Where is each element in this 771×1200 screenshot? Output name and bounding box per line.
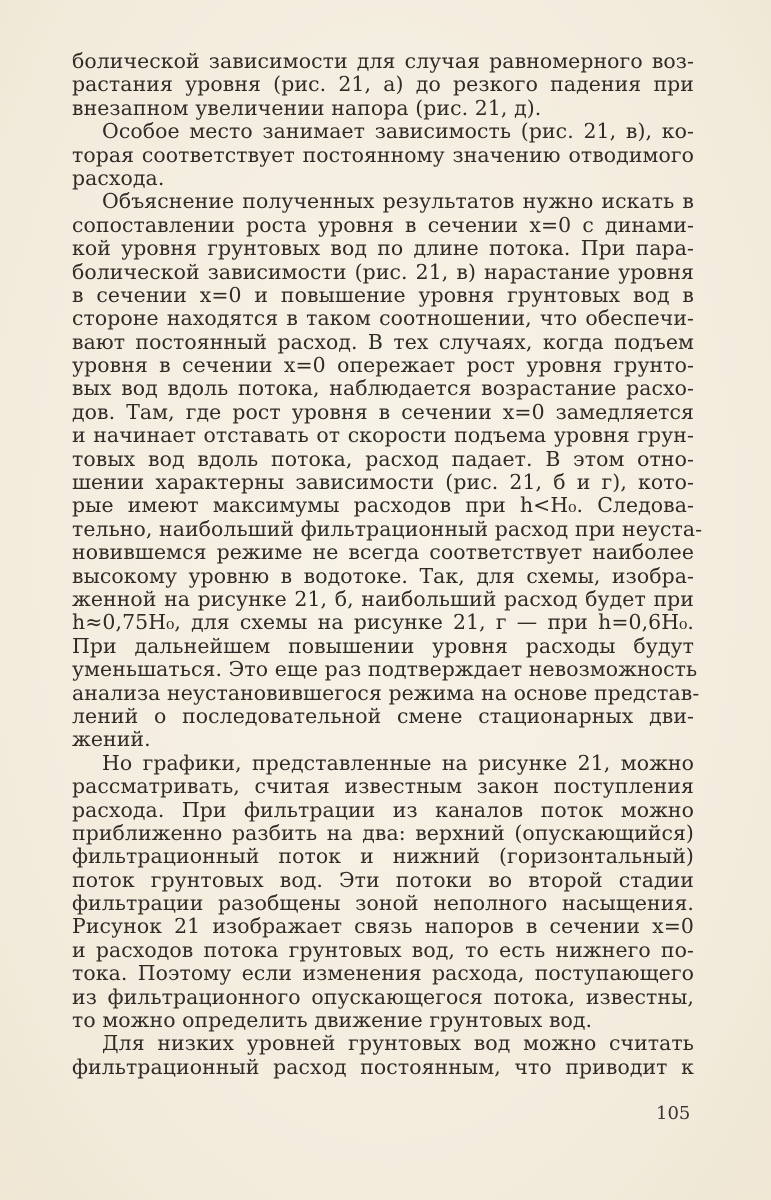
text-line: уменьшаться. Это еще раз подтверждает невозможность [72,657,698,682]
text-line: расхода. При фильтрации из каналов поток можно [72,797,694,822]
text-line: торая соответствует постоянному значению отводимого [72,142,694,167]
text-line: жений. [72,727,151,752]
text-line: растания уровня (рис. 21, а) до резкого падения при [72,72,694,97]
text-line: Но графики, представленные на рисунке 21, можно [102,750,694,775]
text-line: высокому уровню в водотоке. Так, для схемы, изобра- [72,563,694,588]
text-line: анализа неустановившегося режима на основе представ- [72,680,700,705]
text-line: рые имеют максимумы расходов при h<H₀. Следова- [72,493,694,518]
text-line: то можно определить движение грунтовых вод. [72,1008,593,1033]
text-line: новившемся режиме не всегда соответствует наиболее [72,540,694,565]
text-line: h≈0,75H₀, для схемы на рисунке 21, г — при h=0,6H₀. [72,610,694,635]
text-line: шении характерны зависимости (рис. 21, б и г), кото- [72,470,694,495]
page-number: 105 [656,1103,691,1124]
text-line: тока. Поэтому если изменения расхода, поступающего [72,961,694,986]
text-line: Особое место занимает зависимость (рис. 21, в), ко- [102,119,694,144]
text-line: уровня в сечении x=0 опережает рост уровня грунто- [72,353,694,378]
text-line: поток грунтовых вод. Эти потоки во второй стадии [72,867,694,892]
text-line: и расходов потока грунтовых вод, то есть нижнего по- [72,937,694,962]
text-line: внезапном увеличении напора (рис. 21, д). [72,95,542,120]
text-line: сопоставлении роста уровня в сечении x=0 с динами- [72,212,694,237]
text-line: фильтрационный поток и нижний (горизонтальный) [72,844,694,869]
text-line: вых вод вдоль потока, наблюдается возрастание расхо- [72,376,694,401]
text-line: Рисунок 21 изображает связь напоров в сечении x=0 [72,914,694,939]
text-line: из фильтрационного опускающегося потока, известны, [72,984,694,1009]
text-line: болической зависимости (рис. 21, в) нарастание уровня [72,259,694,284]
text-line: рассматривать, считая известным закон поступления [72,774,694,799]
text-line: кой уровня грунтовых вод по длине потока. При пара- [72,236,694,261]
text-line: дов. Там, где рост уровня в сечении x=0 замедляется [72,399,694,424]
text-line: женной на рисунке 21, б, наибольший расход будет при [72,586,694,611]
text-line: товых вод вдоль потока, расход падает. В этом отно- [72,446,694,471]
text-line: При дальнейшем повышении уровня расходы будут [72,633,694,658]
text-line: фильтрационный расход постоянным, что приводит к [72,1054,694,1079]
text-line: стороне находятся в таком соотношении, что обеспечи- [72,306,694,331]
text-line: в сечении x=0 и повышение уровня грунтовых вод в [72,282,694,307]
text-line: болической зависимости для случая равномерного воз- [72,49,694,73]
text-line: вают постоянный расход. В тех случаях, когда подъем [72,329,694,354]
body-text [72,49,703,1079]
text-line: фильтрации разобщены зоной неполного насыщения. [72,891,694,916]
text-line: приближенно разбить на два: верхний (опускающийся) [72,820,694,845]
text-line: лений о последовательной смене стационарных дви- [72,703,694,728]
text-line: и начинает отставать от скорости подъема уровня грун- [72,423,694,448]
text-line: Для низких уровней грунтовых вод можно считать [102,1031,694,1056]
text-line: тельно, наибольший фильтрационный расход при неуста- [72,516,703,541]
text-line: Объяснение полученных результатов нужно искать в [102,189,694,214]
text-line: расхода. [72,165,165,190]
